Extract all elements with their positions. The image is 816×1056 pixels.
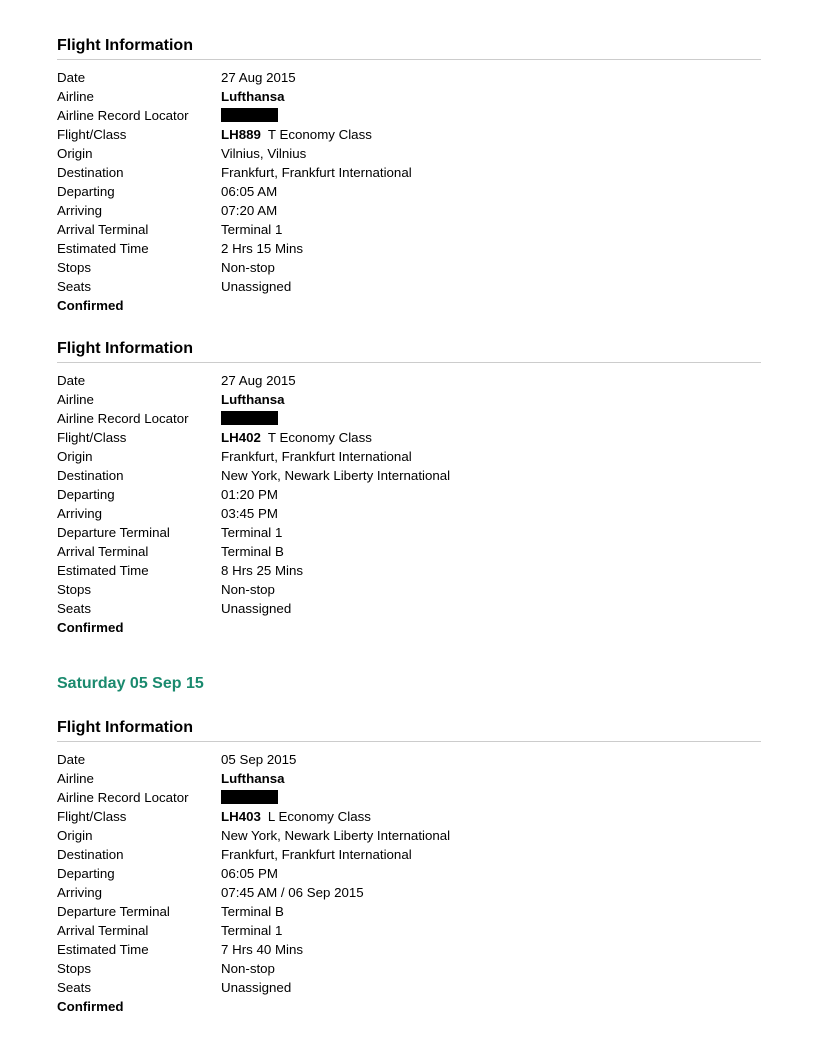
destination-value: New York, Newark Liberty International	[221, 468, 451, 483]
seats-value: Unassigned	[221, 601, 292, 616]
section-title: Flight Information	[57, 719, 193, 736]
row-airline	[57, 769, 761, 788]
airline-value: Lufthansa	[221, 771, 285, 786]
status-confirmed: Confirmed	[57, 999, 124, 1014]
row-seats	[57, 277, 761, 296]
seats-value: Unassigned	[221, 980, 292, 995]
destination-value: Frankfurt, Frankfurt International	[221, 847, 412, 862]
departing-value: 06:05 AM	[221, 184, 278, 199]
estimated-time-value: 2 Hrs 15 Mins	[221, 241, 304, 256]
seats-label: Seats	[57, 980, 92, 995]
row-seats	[57, 599, 761, 618]
row-stops	[57, 959, 761, 978]
section-divider	[57, 362, 761, 363]
row-departing	[57, 864, 761, 883]
row-origin	[57, 447, 761, 466]
date-value: 05 Sep 2015	[221, 752, 297, 767]
departing-label: Departing	[57, 866, 115, 881]
seats-value: Unassigned	[221, 279, 292, 294]
section-title: Flight Information	[57, 37, 193, 54]
flight-class-value: T Economy Class	[267, 127, 372, 142]
departure-terminal-value: Terminal B	[221, 904, 284, 919]
origin-label: Origin	[57, 146, 93, 161]
row-date	[57, 750, 761, 769]
row-date	[57, 68, 761, 87]
row-record-locator	[57, 788, 761, 807]
arrival-terminal-label: Arrival Terminal	[57, 222, 149, 237]
row-flight-class	[57, 428, 761, 447]
estimated-time-label: Estimated Time	[57, 942, 149, 957]
date-label: Date	[57, 752, 86, 767]
departure-terminal-label: Departure Terminal	[57, 904, 170, 919]
row-estimated-time	[57, 561, 761, 580]
origin-label: Origin	[57, 828, 93, 843]
arriving-value: 07:20 AM	[221, 203, 278, 218]
row-record-locator	[57, 409, 761, 428]
destination-label: Destination	[57, 847, 124, 862]
departure-terminal-value: Terminal 1	[221, 525, 283, 540]
destination-label: Destination	[57, 165, 124, 180]
row-seats	[57, 978, 761, 997]
row-arrival-terminal	[57, 220, 761, 239]
flight-details	[57, 68, 761, 315]
record-locator-label: Airline Record Locator	[57, 108, 189, 123]
arrival-terminal-label: Arrival Terminal	[57, 923, 149, 938]
estimated-time-value: 8 Hrs 25 Mins	[221, 563, 304, 578]
airline-label: Airline	[57, 392, 94, 407]
arriving-label: Arriving	[57, 885, 103, 900]
date-value: 27 Aug 2015	[221, 70, 296, 85]
arrival-terminal-value: Terminal B	[221, 544, 284, 559]
stops-value: Non-stop	[221, 582, 275, 597]
row-flight-class	[57, 807, 761, 826]
row-date	[57, 371, 761, 390]
record-locator-label: Airline Record Locator	[57, 790, 189, 805]
row-departure-terminal	[57, 902, 761, 921]
stops-label: Stops	[57, 961, 92, 976]
arriving-value: 03:45 PM	[221, 506, 278, 521]
departing-label: Departing	[57, 184, 115, 199]
origin-label: Origin	[57, 449, 93, 464]
section-title: Flight Information	[57, 340, 193, 357]
flight-details	[57, 371, 761, 637]
row-departing	[57, 182, 761, 201]
arriving-value: 07:45 AM / 06 Sep 2015	[221, 885, 364, 900]
estimated-time-label: Estimated Time	[57, 241, 149, 256]
origin-value: Vilnius, Vilnius	[221, 146, 307, 161]
flight-section-2	[57, 339, 761, 637]
stops-value: Non-stop	[221, 260, 275, 275]
redacted-record-locator	[221, 411, 278, 425]
airline-label: Airline	[57, 771, 94, 786]
airline-value: Lufthansa	[221, 89, 285, 104]
row-origin	[57, 144, 761, 163]
row-departure-terminal	[57, 523, 761, 542]
flight-code: LH402	[221, 430, 261, 445]
section-divider	[57, 741, 761, 742]
destination-label: Destination	[57, 468, 124, 483]
day-heading: Saturday 05 Sep 15	[57, 675, 204, 692]
row-stops	[57, 580, 761, 599]
flight-class-value: T Economy Class	[267, 430, 372, 445]
estimated-time-label: Estimated Time	[57, 563, 149, 578]
row-arriving	[57, 504, 761, 523]
section-divider	[57, 59, 761, 60]
row-estimated-time	[57, 239, 761, 258]
departing-value: 06:05 PM	[221, 866, 278, 881]
flight-class-label: Flight/Class	[57, 809, 127, 824]
record-locator-label: Airline Record Locator	[57, 411, 189, 426]
row-record-locator	[57, 106, 761, 125]
date-value: 27 Aug 2015	[221, 373, 296, 388]
stops-value: Non-stop	[221, 961, 275, 976]
stops-label: Stops	[57, 260, 92, 275]
flight-section-1	[57, 36, 761, 315]
row-destination	[57, 845, 761, 864]
flight-class-label: Flight/Class	[57, 127, 127, 142]
date-label: Date	[57, 373, 86, 388]
flight-code: LH889	[221, 127, 261, 142]
origin-value: New York, Newark Liberty International	[221, 828, 451, 843]
destination-value: Frankfurt, Frankfurt International	[221, 165, 412, 180]
origin-value: Frankfurt, Frankfurt International	[221, 449, 412, 464]
departure-terminal-label: Departure Terminal	[57, 525, 170, 540]
row-destination	[57, 466, 761, 485]
arriving-label: Arriving	[57, 203, 103, 218]
airline-label: Airline	[57, 89, 94, 104]
row-airline	[57, 87, 761, 106]
stops-label: Stops	[57, 582, 92, 597]
date-label: Date	[57, 70, 86, 85]
flight-code: LH403	[221, 809, 261, 824]
row-stops	[57, 258, 761, 277]
departing-label: Departing	[57, 487, 115, 502]
estimated-time-value: 7 Hrs 40 Mins	[221, 942, 304, 957]
departing-value: 01:20 PM	[221, 487, 278, 502]
seats-label: Seats	[57, 279, 92, 294]
flight-class-label: Flight/Class	[57, 430, 127, 445]
redacted-record-locator	[221, 108, 278, 122]
status-confirmed: Confirmed	[57, 620, 124, 635]
row-arriving	[57, 201, 761, 220]
flight-details	[57, 750, 761, 1016]
row-destination	[57, 163, 761, 182]
status-confirmed: Confirmed	[57, 298, 124, 313]
airline-value: Lufthansa	[221, 392, 285, 407]
row-estimated-time	[57, 940, 761, 959]
row-arrival-terminal	[57, 921, 761, 940]
redacted-record-locator	[221, 790, 278, 804]
arrival-terminal-value: Terminal 1	[221, 222, 283, 237]
seats-label: Seats	[57, 601, 92, 616]
arrival-terminal-label: Arrival Terminal	[57, 544, 149, 559]
arrival-terminal-value: Terminal 1	[221, 923, 283, 938]
row-arriving	[57, 883, 761, 902]
flight-class-value: L Economy Class	[267, 809, 371, 824]
arriving-label: Arriving	[57, 506, 103, 521]
row-origin	[57, 826, 761, 845]
flight-section-3	[57, 718, 761, 1016]
row-airline	[57, 390, 761, 409]
row-flight-class	[57, 125, 761, 144]
row-arrival-terminal	[57, 542, 761, 561]
row-departing	[57, 485, 761, 504]
